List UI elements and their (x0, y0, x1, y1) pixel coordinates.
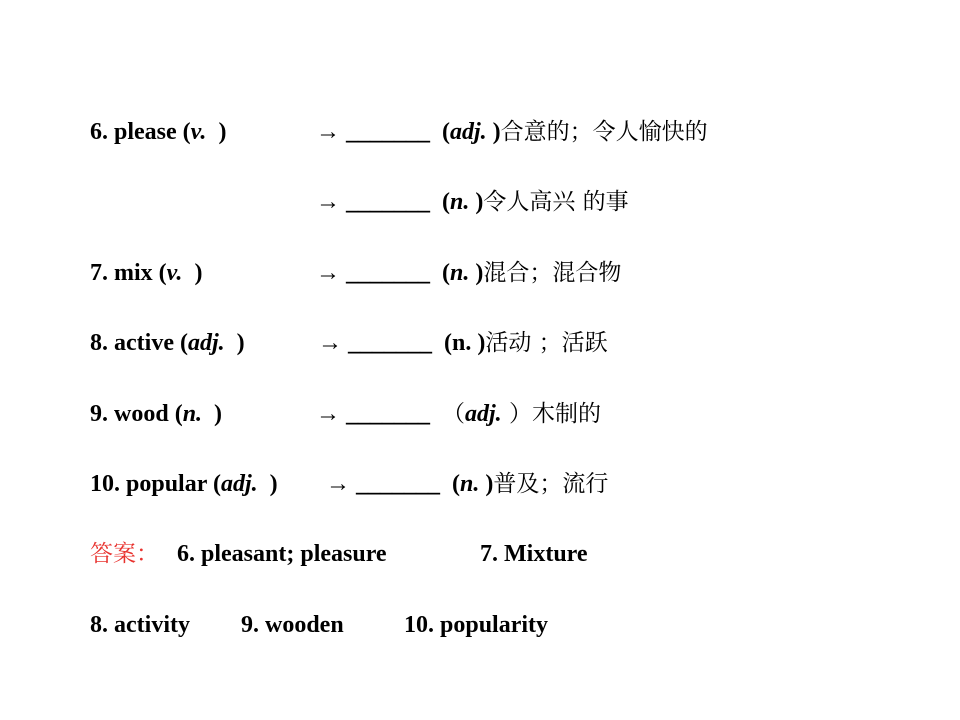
item-7-answer: → _______ (n. )混合；混合物 (316, 260, 622, 286)
item-7-word: 7. mix (v. ) (90, 260, 203, 286)
item-6-answer-2: → _______ (n. )令人高兴 的事 (316, 189, 629, 215)
base-pos: v. (166, 260, 183, 286)
item-6-word: 6. please (v. ) (90, 119, 227, 145)
arrow-icon: → (316, 260, 340, 286)
item-6-answer: → _______ (adj. )合意的；令人愉快的 (316, 119, 708, 145)
target-pos: n. (452, 330, 472, 356)
answer-10: 10. popularity (404, 612, 549, 638)
base-pos: n. (182, 401, 203, 427)
arrow-icon: → (316, 119, 340, 145)
base-pos: adj. (220, 471, 258, 497)
answer-blank: _______ (348, 330, 432, 356)
arrow-icon: → (326, 471, 350, 497)
item-10-word: 10. popular (adj. ) (90, 471, 278, 497)
base-word: please (114, 119, 177, 145)
item-number: 8. (90, 330, 108, 356)
target-pos: adj. (450, 119, 487, 145)
base-word: active (114, 330, 174, 356)
arrow-icon: → (316, 401, 340, 427)
answer-blank: _______ (356, 471, 440, 497)
answer-label: 答案： (90, 541, 159, 567)
base-word: popular (126, 471, 207, 497)
base-pos: v. (190, 119, 207, 145)
target-pos: n. (450, 260, 470, 286)
arrow-icon: → (316, 189, 340, 215)
item-number: 6. (90, 119, 108, 145)
item-8-word: 8. active (adj. ) (90, 330, 245, 356)
answer-9: 9. wooden (241, 612, 344, 638)
item-number: 9. (90, 401, 108, 427)
arrow-icon: → (318, 330, 342, 356)
answer-blank: _______ (346, 189, 430, 215)
answer-7: 7. Mixture (480, 541, 588, 567)
chinese-meaning: 活动 ；活跃 (485, 330, 608, 356)
chinese-meaning: 混合；混合物 (483, 260, 622, 286)
answer-blank: _______ (346, 260, 430, 286)
answer-blank: _______ (346, 401, 430, 427)
target-pos: n. (450, 189, 470, 215)
chinese-meaning: 合意的；令人愉快的 (500, 119, 708, 145)
item-number: 10. (90, 471, 120, 497)
chinese-meaning: 普及；流行 (493, 471, 609, 497)
answer-8: 8. activity (90, 612, 190, 638)
target-pos: n. (460, 471, 480, 497)
answer-6: 6. pleasant; pleasure (177, 541, 387, 567)
item-10-answer: → _______ (n. )普及；流行 (326, 471, 609, 497)
chinese-meaning: 木制的 (531, 401, 601, 427)
base-pos: adj. (187, 330, 225, 356)
item-number: 7. (90, 260, 108, 286)
target-pos: adj. (465, 401, 502, 427)
item-9-answer: → _______ （adj. ）木制的 (316, 401, 601, 427)
item-9-word: 9. wood (n. ) (90, 401, 223, 427)
item-8-answer: → _______ (n. )活动 ；活跃 (318, 330, 608, 356)
base-word: wood (114, 401, 169, 427)
answer-blank: _______ (346, 119, 430, 145)
base-word: mix (114, 260, 153, 286)
chinese-meaning: 令人高兴 的事 (483, 189, 629, 215)
